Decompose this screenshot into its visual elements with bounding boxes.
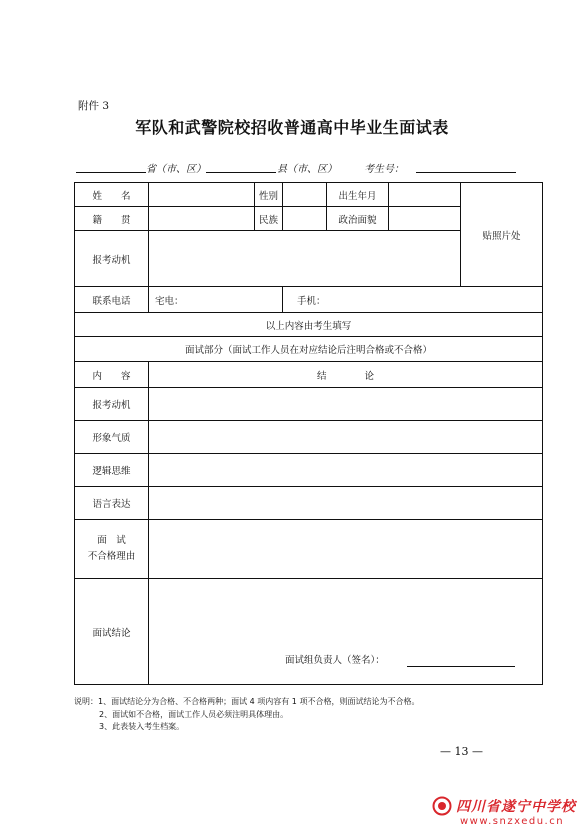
item-appearance-label: 形象气质 xyxy=(75,421,149,454)
ethnicity-label: 民族 xyxy=(255,207,283,231)
interview-section-header: 面试部分（面试工作人员在对应结论后注明合格或不合格） xyxy=(75,337,543,362)
watermark-url: www.snzxedu.cn xyxy=(460,816,565,827)
attachment-label: 附件 3 xyxy=(78,100,110,112)
leader-sign-blank[interactable] xyxy=(407,666,515,667)
fail-reason-line2: 不合格理由 xyxy=(87,551,136,562)
note-1: 1、面试结论分为合格、不合格两种；面试 4 项内容有 1 项不合格，则面试结论为不合格。 xyxy=(98,697,420,706)
ethnicity-field[interactable] xyxy=(283,207,327,231)
mobile-label: 手机： xyxy=(283,287,543,313)
political-field[interactable] xyxy=(389,207,461,231)
note-3: 3、此表装入考生档案。 xyxy=(99,722,185,731)
conclusion-header: 结 论 xyxy=(149,362,543,388)
phone-label: 联系电话 xyxy=(75,287,149,313)
motive-field[interactable] xyxy=(149,231,461,287)
name-field[interactable] xyxy=(149,183,255,207)
birth-label: 出生年月 xyxy=(327,183,389,207)
candidate-section-note: 以上内容由考生填写 xyxy=(75,313,543,337)
notes-prefix: 说明： xyxy=(74,697,98,706)
item-motive-label: 报考动机 xyxy=(75,388,149,421)
fail-reason-line1: 面 试 xyxy=(97,535,126,546)
origin-label: 籍 贯 xyxy=(75,207,149,231)
leader-sign-label: 面试组负责人（签名）： xyxy=(285,655,385,666)
political-label: 政治面貌 xyxy=(327,207,389,231)
gender-label: 性别 xyxy=(255,183,283,207)
item-appearance-field[interactable] xyxy=(149,421,543,454)
province-label: 省（市、区） xyxy=(146,164,206,175)
birth-field[interactable] xyxy=(389,183,461,207)
page-number: — 13 — xyxy=(440,745,483,758)
notes xyxy=(74,696,419,734)
item-motive-field[interactable] xyxy=(149,388,543,421)
item-expression-label: 语言表达 xyxy=(75,487,149,520)
page-title: 军队和武警院校招收普通高中毕业生面试表 xyxy=(135,118,449,137)
interview-conclusion-field[interactable] xyxy=(149,579,543,685)
content-header: 内 容 xyxy=(75,362,149,388)
county-blank[interactable] xyxy=(206,172,276,173)
school-logo-icon xyxy=(432,796,452,816)
fail-reason-field[interactable] xyxy=(149,520,543,579)
gender-field[interactable] xyxy=(283,183,327,207)
home-phone-label: 宅电： xyxy=(149,287,283,313)
county-label: 县（市、区） xyxy=(277,164,337,175)
item-logic-field[interactable] xyxy=(149,454,543,487)
origin-field[interactable] xyxy=(149,207,255,231)
motive-label: 报考动机 xyxy=(75,231,149,287)
exam-number-label: 考生号： xyxy=(364,164,404,175)
interview-conclusion-label: 面试结论 xyxy=(75,579,149,685)
exam-number-blank[interactable] xyxy=(416,172,516,173)
province-blank[interactable] xyxy=(76,172,146,173)
item-expression-field[interactable] xyxy=(149,487,543,520)
interview-form-table xyxy=(74,182,543,685)
item-logic-label: 逻辑思维 xyxy=(75,454,149,487)
watermark-school-name: 四川省遂宁中学校 xyxy=(456,799,576,815)
photo-slot: 贴照片处 xyxy=(461,183,543,287)
note-2: 2、面试如不合格，面试工作人员必须注明具体理由。 xyxy=(99,709,289,719)
name-label: 姓 名 xyxy=(75,183,149,207)
fail-reason-label xyxy=(75,520,149,579)
